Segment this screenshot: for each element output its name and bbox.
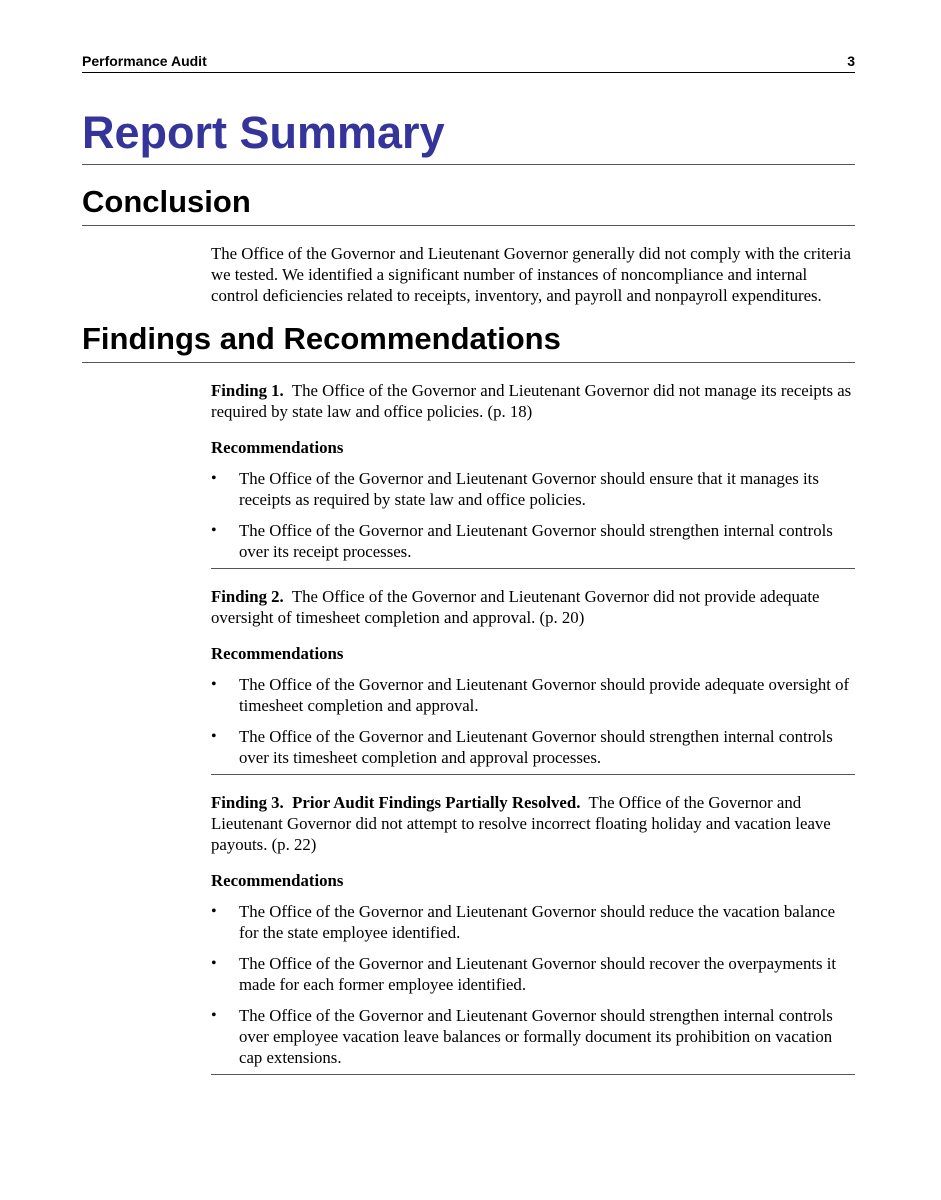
recommendation-item [211, 1005, 855, 1068]
finding-description: The Office of the Governor and Lieutenant Governor did not manage its receipts as required by state law and office policies. (p. 18) [211, 381, 852, 421]
recommendation-text: The Office of the Governor and Lieutenant Governor should reduce the vacation balance for the state employee identified. [239, 902, 836, 942]
finding-description: The Office of the Governor and Lieutenant Governor did not attempt to resolve incorrect floating holiday and vacation leave payouts. (p. 22) [211, 793, 831, 854]
finding-title: Prior Audit Findings Partially Resolved. [292, 793, 581, 812]
bullet-icon: • [211, 728, 217, 745]
recommendation-item [211, 901, 855, 943]
recommendation-text: The Office of the Governor and Lieutenant Governor should ensure that it manages its receipts as required by state law and office policies. [239, 469, 819, 509]
running-header [82, 52, 855, 73]
page-number: 3 [847, 53, 855, 69]
recommendation-item [211, 726, 855, 768]
finding-label: Finding 2. [211, 587, 284, 606]
recommendations-list [211, 468, 855, 562]
recommendation-text: The Office of the Governor and Lieutenant Governor should strengthen internal controls over employee vacation leave balances or formally document its prohibition on vacation cap extensions. [239, 1006, 833, 1067]
bullet-icon: • [211, 676, 217, 693]
recommendations-list [211, 674, 855, 768]
finding-text [211, 586, 855, 628]
finding-text [211, 792, 855, 855]
findings-heading: Findings and Recommendations [82, 306, 855, 363]
recommendation-text: The Office of the Governor and Lieutenant Governor should strengthen internal controls over its receipt processes. [239, 521, 833, 561]
page-title: Report Summary [82, 73, 855, 165]
finding-block-3 [211, 775, 855, 1075]
recommendation-text: The Office of the Governor and Lieutenant Governor should recover the overpayments it made for each former employee identified. [239, 954, 837, 994]
recommendation-item [211, 953, 855, 995]
bullet-icon: • [211, 470, 217, 487]
bullet-icon: • [211, 903, 217, 920]
recommendation-item [211, 520, 855, 562]
recommendations-heading: Recommendations [211, 871, 344, 890]
conclusion-paragraph: The Office of the Governor and Lieutenant Governor generally did not comply with the criteria we tested. We identified a significant number of instances of noncompliance and internal control deficiencies related to receipts, inventory, and payroll and nonpayroll expenditures. [211, 244, 851, 305]
finding-block-1 [211, 363, 855, 569]
recommendations-heading: Recommendations [211, 644, 344, 663]
recommendation-item [211, 468, 855, 510]
finding-block-2 [211, 569, 855, 775]
recommendations-heading: Recommendations [211, 438, 344, 457]
conclusion-body [211, 226, 855, 306]
conclusion-heading: Conclusion [82, 165, 855, 226]
bullet-icon: • [211, 955, 217, 972]
bullet-icon: • [211, 522, 217, 539]
bullet-icon: • [211, 1007, 217, 1024]
finding-label: Finding 1. [211, 381, 284, 400]
recommendation-item [211, 674, 855, 716]
document-page [82, 52, 855, 1075]
finding-description: The Office of the Governor and Lieutenant Governor did not provide adequate oversight of timesheet completion and approval. (p. 20) [211, 587, 820, 627]
finding-label: Finding 3. [211, 793, 284, 812]
finding-text [211, 380, 855, 422]
header-title: Performance Audit [82, 53, 207, 69]
recommendations-list [211, 901, 855, 1068]
recommendation-text: The Office of the Governor and Lieutenant Governor should provide adequate oversight of timesheet completion and approval. [239, 675, 850, 715]
recommendation-text: The Office of the Governor and Lieutenant Governor should strengthen internal controls over its timesheet completion and approval processes. [239, 727, 833, 767]
